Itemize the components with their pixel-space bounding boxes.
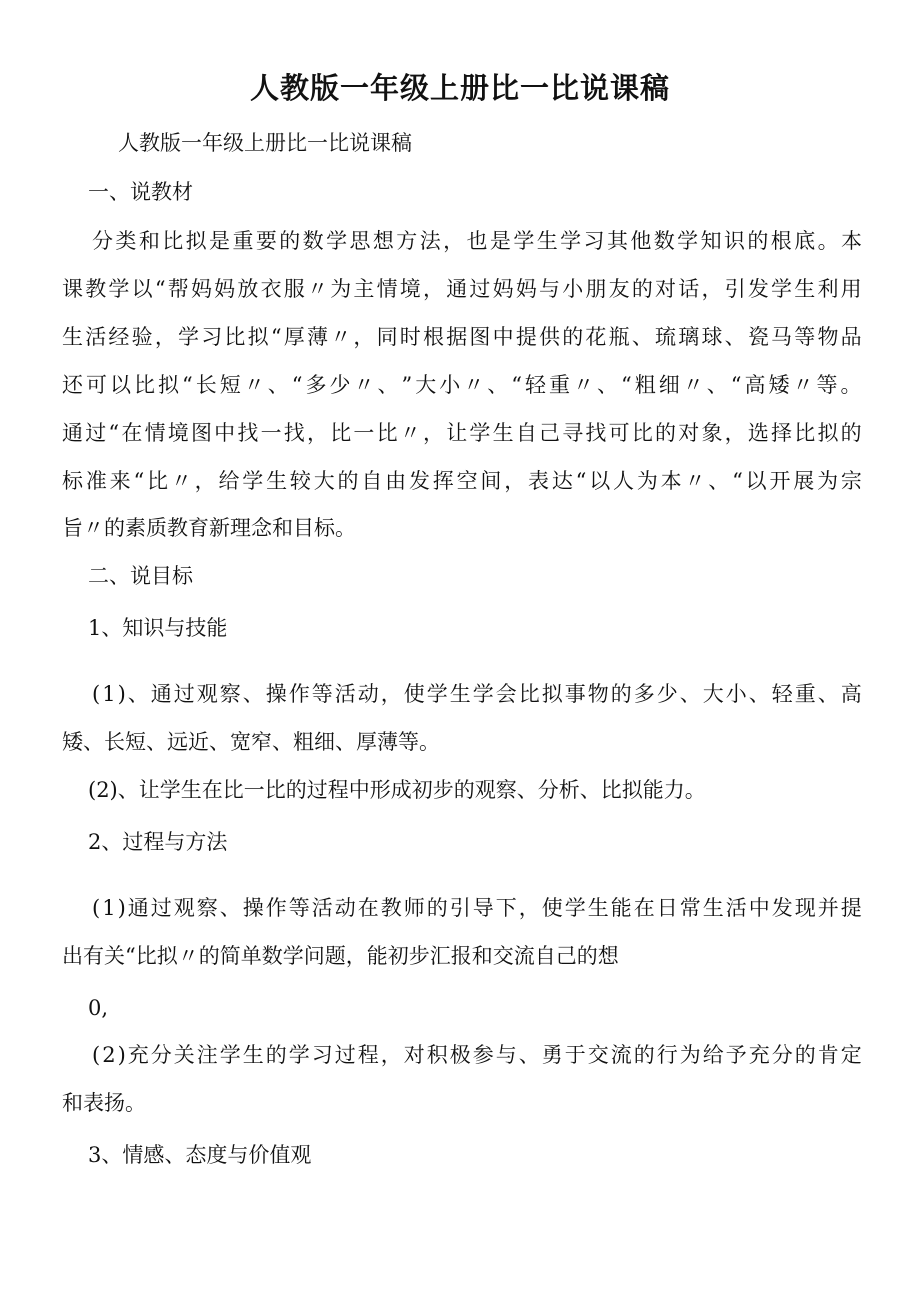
section-heading-teaching-material: 一、说教材 [88, 180, 193, 204]
document-subtitle: 人教版一年级上册比一比说课稿 [118, 131, 412, 155]
list-item-line: ( 1 ) 通 过 观 察 、 操 作 等 活 动 在 教 师 的 引 导 下 ， 使 学 生 能 在 日 常 生 活 中 发 现 并 提 [92, 896, 862, 920]
section-heading-objectives: 二、说目标 [88, 564, 193, 588]
list-item-line: ( 2 ) 充 分 关 注 学 生 的 学 习 过 程 ， 对 积 极 参 与 、 勇 于 交 流 的 行 为 给 予 充 分 的 肯 定 [92, 1043, 862, 1067]
list-item-line: ( 1 ) 、 通 过 观 察 、 操 作 等 活 动 ， 使 学 生 学 会 比 拟 事 物 的 多 少 、 大 小 、 轻 重 、 高 [92, 682, 862, 706]
paragraph-line: 旨〃的素质教育新理念和目标。 [62, 516, 356, 540]
subheading-process-method: 2、过程与方法 [88, 830, 228, 854]
list-item-line: 和表扬。 [62, 1091, 146, 1115]
paragraph-line: 分 类 和 比 拟 是 重 要 的 数 学 思 想 方 法 ， 也 是 学 生 学 习 其 他 数 学 知 识 的 根 底 。 本 [92, 229, 862, 253]
list-item-line: (2)、让学生在比一比的过程中形成初步的观察、分析、比拟能力。 [88, 778, 706, 802]
document-title: 人教版一年级上册比一比说课稿 [249, 71, 670, 105]
list-item-line: 矮、长短、远近、宽窄、粗细、厚薄等。 [62, 730, 440, 754]
subheading-knowledge-skills: 1、知识与技能 [88, 616, 228, 640]
list-item-line: 0, [88, 996, 109, 1020]
paragraph-line: 通 过 “ 在 情 境 图 中 找 一 找 ， 比 一 比 〃 ， 让 学 生 自 己 寻 找 可 比 的 对 象 ， 选 择 比 拟 的 [62, 421, 862, 445]
paragraph-line: 还 可 以 比 拟 “ 长 短 〃 、 “ 多 少 〃 、 ” 大 小 〃 、 “ 轻 重 〃 、 “ 粗 细 〃 、 “ 高 矮 〃 等 。 [62, 373, 862, 397]
paragraph-line: 生 活 经 验 ， 学 习 比 拟 “ 厚 薄 〃 ， 同 时 根 据 图 中 提 供 的 花 瓶 、 琉 璃 球 、 瓷 马 等 物 品 [62, 325, 862, 349]
list-item-line: 出有关“比拟〃的简单数学问题，能初步汇报和交流自己的想 [62, 944, 619, 968]
subheading-emotion-attitude-values: 3、情感、态度与价值观 [88, 1143, 312, 1167]
paragraph-line: 课 教 学 以 “ 帮 妈 妈 放 衣 服 〃 为 主 情 境 ， 通 过 妈 妈 与 小 朋 友 的 对 话 ， 引 发 学 生 利 用 [62, 277, 862, 301]
paragraph-line: 标 准 来 “ 比 〃 ， 给 学 生 较 大 的 自 由 发 挥 空 间 ， 表 达 “ 以 人 为 本 〃 、 “ 以 开 展 为 宗 [62, 469, 862, 493]
